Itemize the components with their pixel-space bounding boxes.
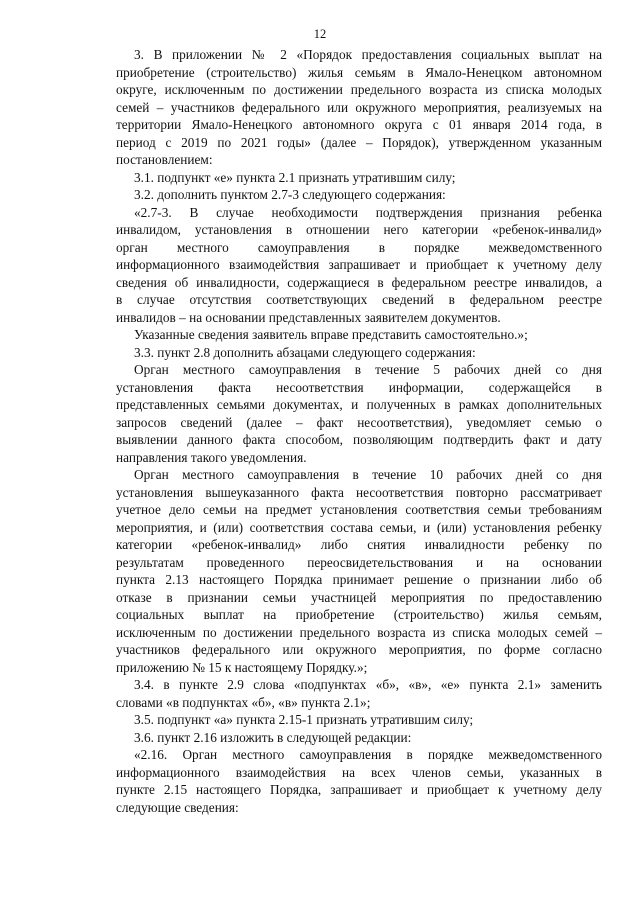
paragraph bbox=[116, 344, 602, 362]
text-line: инвалидом, установления в отношении него категории «ребенок-инвалид» bbox=[116, 222, 602, 237]
paragraph bbox=[116, 729, 602, 747]
text-line: 3.2. дополнить пунктом 2.7-3 следующего содержания: bbox=[134, 187, 446, 202]
paragraph bbox=[116, 204, 602, 327]
text-line: в случае отсутствия соответствующих сведений в федеральном реестре bbox=[116, 292, 602, 307]
text-line: 3.4. в пункте 2.9 слова «подпунктах «б», «в», «е» пункта 2.1» заменить bbox=[134, 677, 602, 692]
text-line: приложению № 15 к настоящему Порядку.»; bbox=[116, 659, 368, 675]
paragraph bbox=[116, 46, 602, 169]
text-line: учетное дело семьи на предмет установления соответствия семьи требованиям bbox=[116, 502, 602, 517]
text-line: Орган местного самоуправления в течение 10 рабочих дней со дня bbox=[134, 467, 602, 482]
text-line: «2.7-3. В случае необходимости подтверждения признания ребенка bbox=[134, 204, 602, 220]
paragraph bbox=[116, 746, 602, 816]
text-line: приобретение (строительство) жилья семьям в Ямало-Ненецком автономном bbox=[116, 64, 602, 80]
text-line: пункта 2.13 настоящего Порядка принимает решение о признании либо об bbox=[116, 572, 602, 587]
text-line: 3.1. подпункт «е» пункта 2.1 признать утратившим силу; bbox=[134, 169, 456, 185]
text-line: 3.5. подпункт «а» пункта 2.15-1 признать утратившим силу; bbox=[134, 712, 474, 727]
text-line: инвалидов – на основании представленных заявителем документов. bbox=[116, 309, 501, 325]
text-line: 3.3. пункт 2.8 дополнить абзацами следующего содержания: bbox=[134, 344, 476, 360]
text-line: мероприятия, и (или) соответствия состава семьи, и (или) установления ребенку bbox=[116, 519, 602, 535]
text-line: следующие сведения: bbox=[116, 799, 239, 815]
text-line: установления факта несоответствия информации, содержащейся в bbox=[116, 379, 602, 395]
text-line: исключенным по достижении предельного возраста из списка молодых семей – bbox=[116, 624, 602, 640]
text-line: результатам проведенного переосвидетельствования и на основании bbox=[116, 554, 602, 570]
text-line: Орган местного самоуправления в течение 5 рабочих дней со дня bbox=[134, 362, 602, 377]
text-line: запросов сведений (далее – факт несоответствия), уведомляет семью о bbox=[116, 414, 602, 430]
document-body bbox=[116, 46, 602, 816]
text-line: информационного взаимодействия на всех членов семьи, указанных в bbox=[116, 764, 602, 780]
text-line: Указанные сведения заявитель вправе представить самостоятельно.»; bbox=[134, 327, 528, 342]
text-line: категории «ребенок-инвалид» либо снятия инвалидности ребенку по bbox=[116, 537, 602, 552]
paragraph bbox=[116, 466, 602, 676]
text-line: 3.6. пункт 2.16 изложить в следующей редакции: bbox=[134, 729, 412, 745]
text-line: территории Ямало-Ненецкого автономного округа с 01 января 2014 года, в bbox=[116, 117, 602, 132]
text-line: округе, исключенным по достижении предельного возраста из списка молодых bbox=[116, 82, 602, 97]
paragraph bbox=[116, 361, 602, 466]
text-line: «2.16. Орган местного самоуправления в порядке межведомственного bbox=[134, 747, 602, 762]
text-line: установления вышеуказанного факта несоответствия повторно рассматривает bbox=[116, 484, 602, 500]
text-line: сведения об инвалидности, содержащиеся в федеральном реестре инвалидов, а bbox=[116, 274, 602, 290]
paragraph bbox=[116, 186, 602, 204]
paragraph bbox=[116, 169, 602, 187]
page-number: 12 bbox=[313, 27, 327, 41]
paragraph bbox=[116, 676, 602, 711]
text-line: постановлением: bbox=[116, 152, 213, 167]
text-line: социальных выплат на приобретение (строительство) жилья семьям, bbox=[116, 607, 602, 622]
text-line: представленных семьями документах, и полученных в рамках дополнительных bbox=[116, 397, 602, 412]
paragraph bbox=[116, 711, 602, 729]
text-line: пункте 2.15 настоящего Порядка, запрашивает и приобщает к учетному делу bbox=[116, 782, 602, 797]
text-line: информационного взаимодействия запрашивает и приобщает к учетному делу bbox=[116, 257, 602, 272]
text-line: орган местного самоуправления в порядке межведомственного bbox=[116, 239, 602, 255]
text-line: 3. В приложении № 2 «Порядок предоставления социальных выплат на bbox=[134, 47, 602, 62]
text-line: словами «в подпунктах «б», «в» пункта 2.1»; bbox=[116, 694, 371, 710]
text-line: участников федерального или окружного мероприятия, по форме согласно bbox=[116, 642, 602, 657]
text-line: семей – участников федерального или окружного мероприятия, реализуемых на bbox=[116, 99, 602, 115]
text-line: выявлении данного факта способом, позволяющим подтвердить факт и дату bbox=[116, 432, 602, 447]
paragraph bbox=[116, 326, 602, 344]
text-line: отказе в признании семьи участницей мероприятия по предоставлению bbox=[116, 589, 602, 605]
text-line: период с 2019 по 2021 годы» (далее – Порядок), утвержденном указанным bbox=[116, 134, 602, 150]
text-line: направления такого уведомления. bbox=[116, 449, 307, 465]
